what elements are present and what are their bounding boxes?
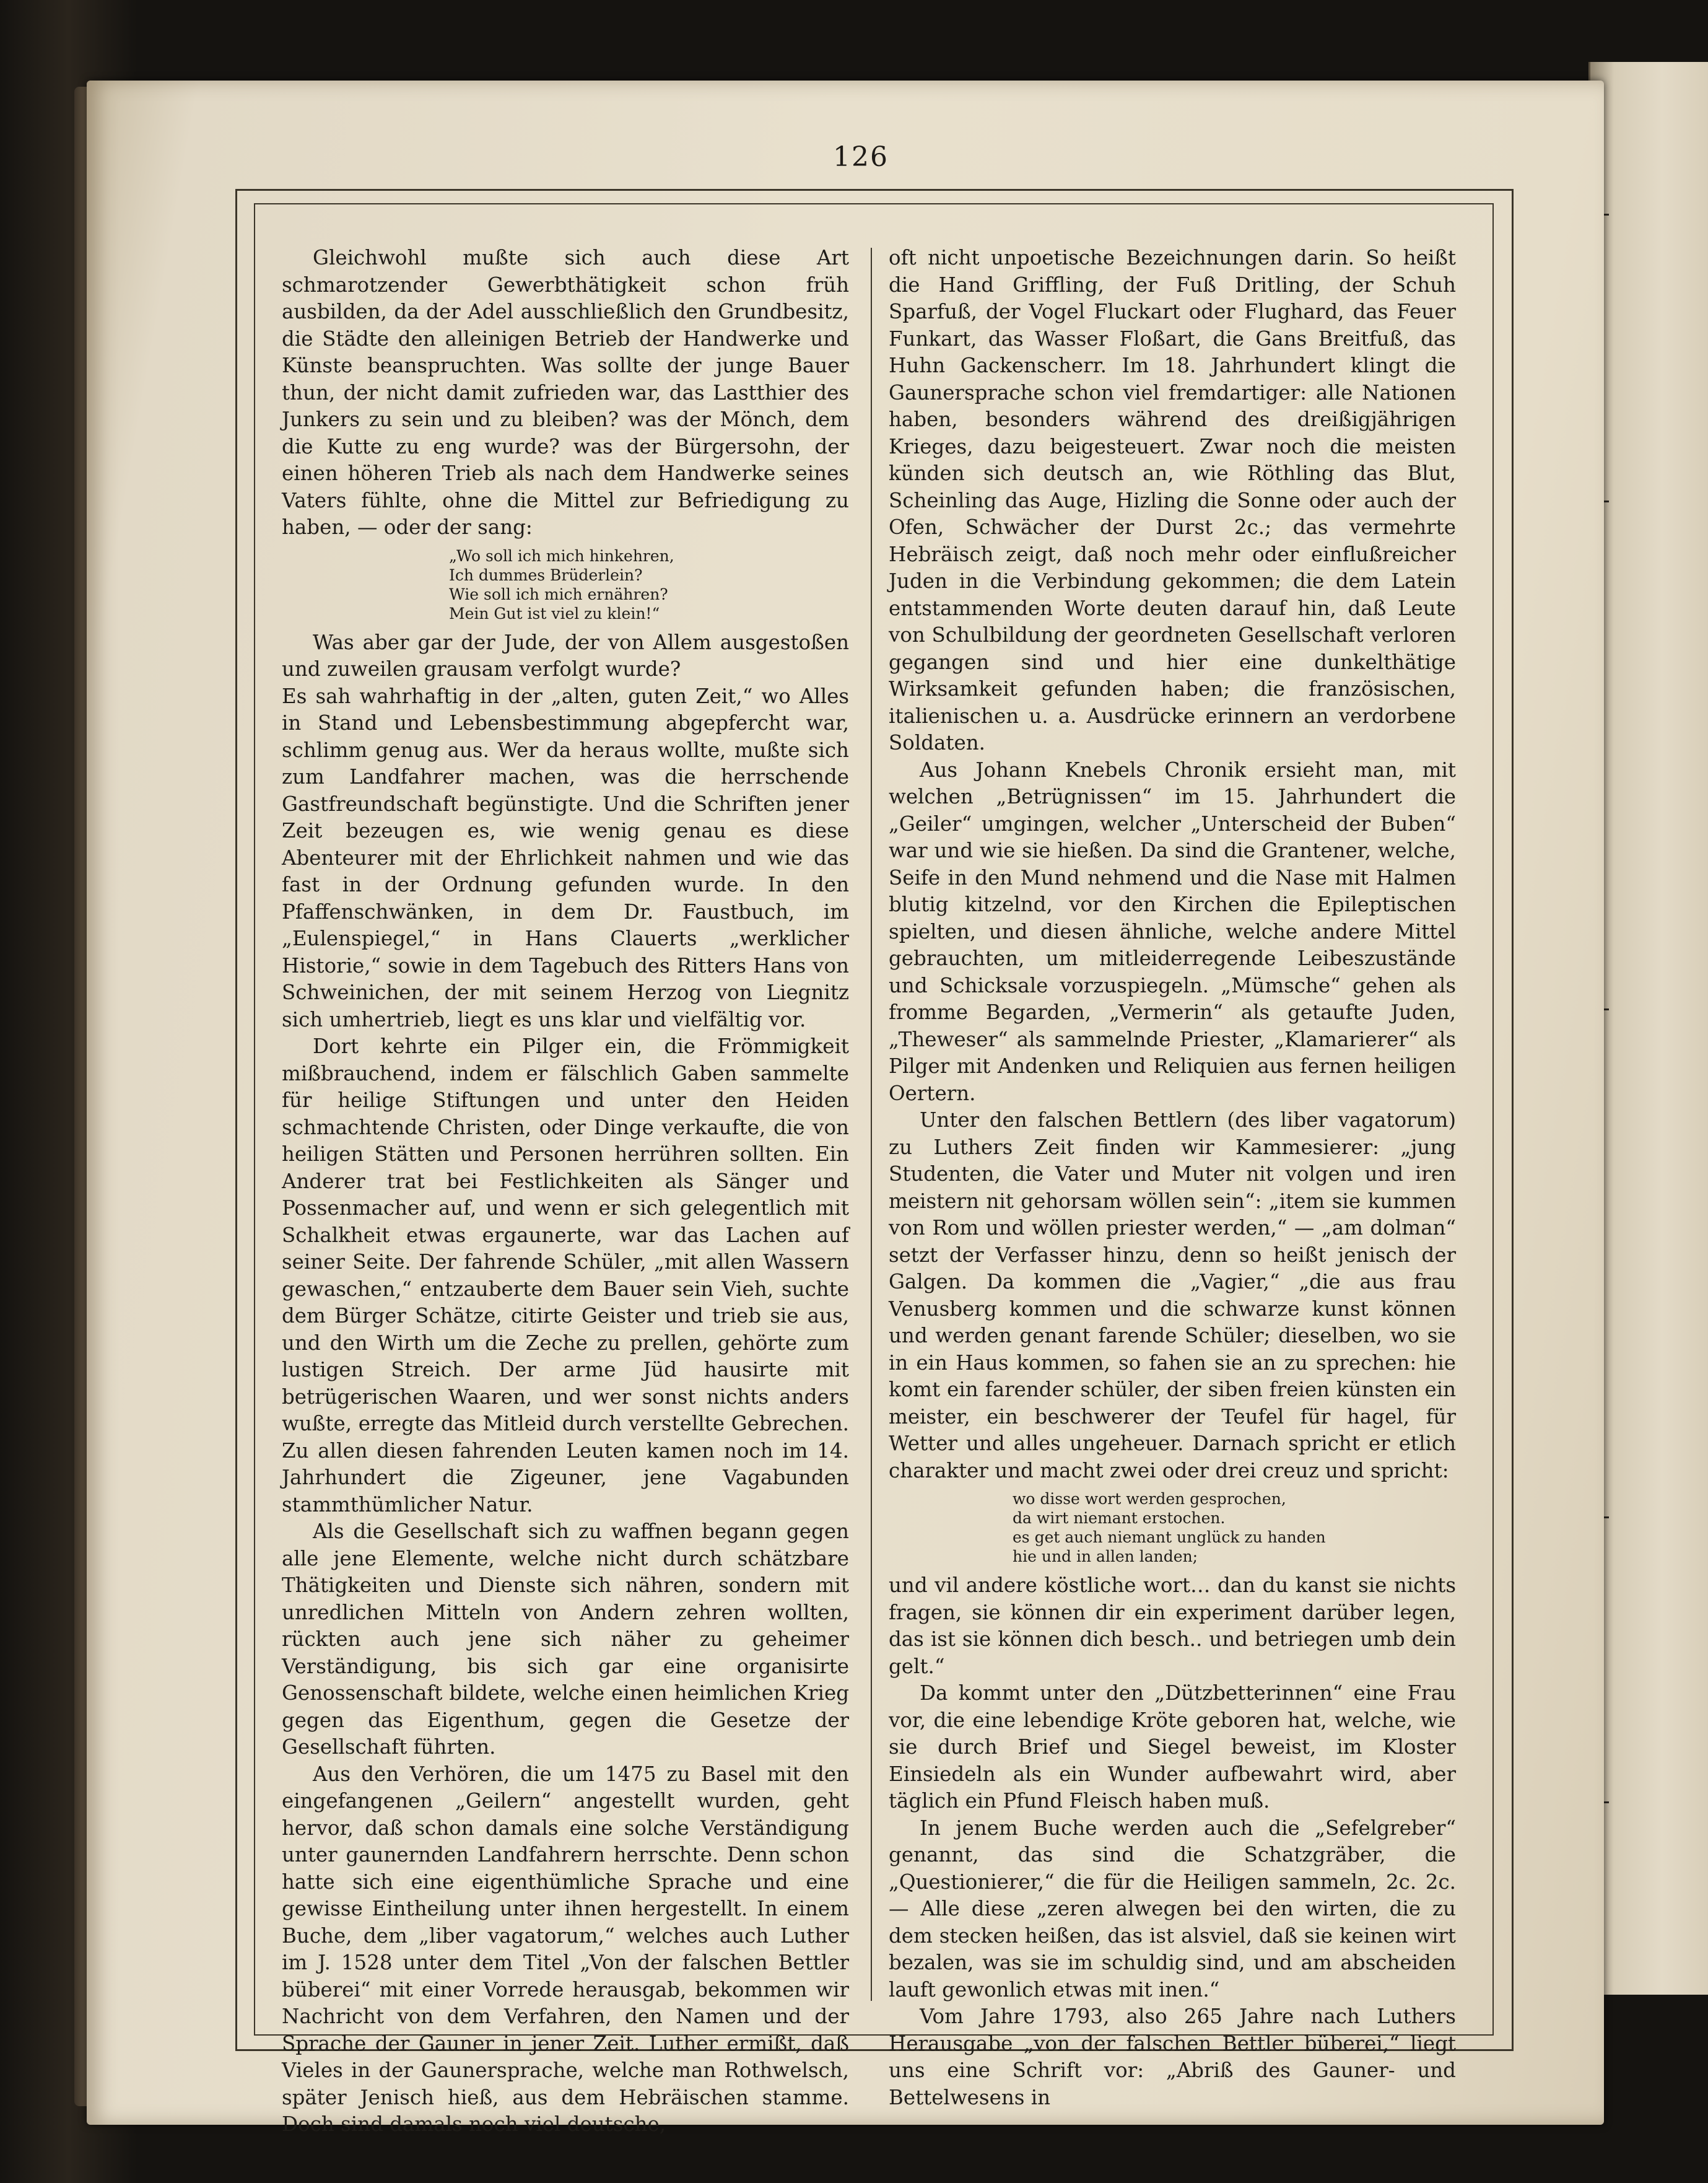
paragraph: oft nicht unpoetische Bezeichnungen darin. So heißt die Hand Griffling, der Fuß Dritling, der Schuh Sparfuß, der Vogel Fluckart oder Flughard, das Feuer Funkart, das Wasser Floßart, die Gans Breitfuß, das Huhn Gackenscherr. Im 18. Jahrhundert klingt die Gaunersprache schon viel fremdartiger: alle Nationen haben, besonders während des dreißigjährigen Krieges, dazu beigesteuert. Zwar noch die meisten künden sich deutsch an, wie Röthling das Blut, Scheinling das Auge, Hizling die Sonne oder auch der Ofen, Schwächer der Durst 2c.; das vermehrte Hebräisch zeigt, daß noch mehr oder einflußreicher Juden in die Verbindung gekommen; die dem Latein entstammenden Worte deuten darauf hin, daß Leute von Schulbildung der geordneten Gesellschaft verloren gegangen sind und hier eine dunkelthätige Wirksamkeit gefunden haben; die französischen, italienischen u. a. Ausdrücke erinnern an verdorbene Soldaten. [889,246,1456,755]
verse-line: „Wo soll ich mich hinkehren, [449,546,674,565]
facing-page-edge [1588,62,1708,1995]
verse-line: da wirt niemant erstochen. [1013,1509,1226,1527]
verse-line: Wie soll ich mich ernähren? [449,585,668,603]
page-number: 126 [833,141,889,173]
paragraph: Vom Jahre 1793, also 265 Jahre nach Luthers Herausgabe „von der falschen Bettler büberei,“ liegt uns eine Schrift vor: „Abriß des Gauner- und Bettelwesens in [889,2005,1456,2109]
column-divider [871,248,872,2001]
verse-line: Mein Gut ist viel zu klein!“ [449,604,660,623]
verse-line: Ich dummes Brüderlein? [449,566,643,584]
verse-block [282,546,849,623]
verse-line: hie und in allen landen; [1013,1547,1198,1565]
paragraph: Was aber gar der Jude, der von Allem ausgestoßen und zuweilen grausam verfolgt wurde? [282,630,849,681]
paragraph: Aus Johann Knebels Chronik ersieht man, mit welchen „Betrügnissen“ im 15. Jahrhundert die „Geiler“ umgingen, welcher „Unterscheid der Buben“ war und wie sie hießen. Da sind die Grantener, welche, Seife in den Mund nehmend und die Nase mit Halmen blutig kitzelnd, vor den Kirchen die Epileptischen spielten, und diesen ähnliche, welche andere Mittel gebrauchten, um mitleiderregende Leibeszustände und Schicksale vorzuspiegeln. „Mümsche“ gehen als fromme Begarden, „Vermerin“ als getaufte Juden, „Theweser“ als sammelnde Priester, „Klamarierer“ als Pilger mit Andenken und Reliquien aus fernen heiligen Oertern. [889,758,1456,1105]
paragraph: und vil andere köstliche wort… dan du kanst sie nichts fragen, sie können dir ein experiment darüber legen, das ist sie können dich besch.. und betriegen umb dein gelt.“ [889,1573,1456,1678]
paragraph: Da kommt unter den „Dützbetterinnen“ eine Frau vor, die eine lebendige Kröte geboren hat, welche, wie sie durch Brief und Siegel beweist, im Kloster Einsiedeln als ein Wunder aufbewahrt wird, aber täglich ein Pfund Fleisch haben muß. [889,1681,1456,1813]
paragraph: Es sah wahrhaftig in der „alten, guten Zeit,“ wo Alles in Stand und Lebensbestimmung abgepfercht war, schlimm genug aus. Wer da heraus wollte, mußte sich zum Landfahrer machen, was die herrschende Gastfreundschaft begünstigte. Und die Schriften jener Zeit bezeugen es, wie wenig genau es diese Abenteurer mit der Ehrlichkeit nahmen und wie das fast in der Ordnung gefunden wurde. In den Pfaffenschwänken, in dem Dr. Faustbuch, im „Eulenspiegel,“ in Hans Clauerts „werklicher Historie,“ sowie in dem Tagebuch des Ritters Hans von Schweinichen, der mit seinem Herzog von Liegnitz sich umhertrieb, liegt es uns klar und vielfältig vor. [282,684,849,1031]
paragraph: Als die Gesellschaft sich zu waffnen begann gegen alle jene Elemente, welche nicht durch schätzbare Thätigkeiten und Dienste sich nähren, sondern mit unredlichen Mitteln von Andern zehren wollten, rückten auch jene sich näher zu geheimer Verständigung, bis sich gar eine organisirte Genossenschaft bildete, welche einen heimlichen Krieg gegen das Eigenthum, gegen die Gesetze der Gesellschaft führten. [282,1520,849,1759]
paragraph: Aus den Verhören, die um 1475 zu Basel mit den eingefangenen „Geilern“ angestellt wurden, geht hervor, daß schon damals eine solche Verständigung unter gaunernden Landfahrern herrschte. Denn schon hatte sich eine eigenthümliche Sprache und eine gewisse Eintheilung unter ihnen hergestellt. In einem Buche, dem „liber vagatorum,“ welches auch Luther im J. 1528 unter dem Titel „Von der falschen Bettler büberei“ mit einer Vorrede herausgab, bekommen wir Nachricht von dem Verfahren, den Namen und der Sprache der Gauner in jener Zeit. Luther ermißt, daß Vieles in der Gaunersprache, welche man Rothwelsch, später Jenisch hieß, aus dem Hebräischen stamme. Doch sind damals noch viel deutsche, [282,1762,849,2136]
right-column [889,245,1456,2111]
paragraph: Dort kehrte ein Pilger ein, die Frömmigkeit mißbrauchend, indem er fälschlich Gaben sammelte für heilige Stiftungen und unter den Heiden schmachtende Christen, oder Dinge verkaufte, die von heiligen Stätten und Personen herrühren sollten. Ein Anderer trat bei Festlichkeiten als Sänger und Possenmacher auf, und wenn er sich gelegentlich mit Schalkheit etwas ergaunerte, war das Lachen auf seiner Seite. Der fahrende Schüler, „mit allen Wassern gewaschen,“ entzauberte dem Bauer sein Vieh, suchte dem Bürger Schätze, citirte Geister und trieb sie aus, und den Wirth um die Zeche zu prellen, gehörte zum lustigen Streich. Der arme Jüd hausirte mit betrügerischen Waaren, und wer sonst nichts anders wußte, erregte das Mitleid durch verstellte Gebrechen. Zu allen diesen fahrenden Leuten kamen noch im 14. Jahrhundert die Zigeuner, jene Vagabunden stammthümlicher Natur. [282,1035,849,1516]
left-column [282,245,849,2138]
paragraph: In jenem Buche werden auch die „Sefelgreber“ genannt, das sind die Schatzgräber, die „Questionierer,“ die für die Heiligen sammeln, 2c. 2c. — Alle diese „zeren alwegen bei den wirten, die zu dem stecken heißen, das ist alsviel, daß sie keinen wirt bezalen, was sie im schuldig sind, und am abscheiden lauft gewonlich etwas mit inen.“ [889,1816,1456,2001]
verse-block [889,1489,1456,1566]
verse-line: wo disse wort werden gesprochen, [1013,1490,1286,1508]
verse-line: es get auch niemant unglück zu handen [1013,1528,1326,1546]
paragraph: Unter den falschen Bettlern (des liber vagatorum) zu Luthers Zeit finden wir Kammesierer: „jung Studenten, die Vater und Muter nit volgen und iren meistern nit gehorsam wöllen sein“: „item sie kummen von Rom und wöllen priester werden,“ — „am dolman“ setzt der Verfasser hinzu, denn so heißt jenisch der Galgen. Da kommen die „Vagier,“ „die aus frau Venusberg kommen und die schwarze kunst können und werden genant farende Schüler; dieselben, wo sie in ein Haus kommen, so fahen sie an zu sprechen: hie komt ein farender schüler, der siben freien künsten ein meister, ein beschwerer der Teufel für hagel, für Wetter und alles ungeheuer. Darnach spricht er etlich charakter und macht zwei oder drei creuz und spricht: [889,1108,1456,1482]
paragraph: Gleichwohl mußte sich auch diese Art schmarotzender Gewerbthätigkeit schon früh ausbilden, da der Adel ausschließlich den Grundbesitz, die Städte den alleinigen Betrieb der Handwerke und Künste beanspruchten. Was sollte der junge Bauer thun, der nicht damit zufrieden war, das Lastthier des Junkers zu sein und zu bleiben? was der Mönch, dem die Kutte zu eng wurde? was der Bürgersohn, der einen höheren Trieb als nach dem Handwerke seines Vaters fühlte, ohne die Mittel zur Befriedigung zu haben, — oder der sang: [282,246,849,539]
